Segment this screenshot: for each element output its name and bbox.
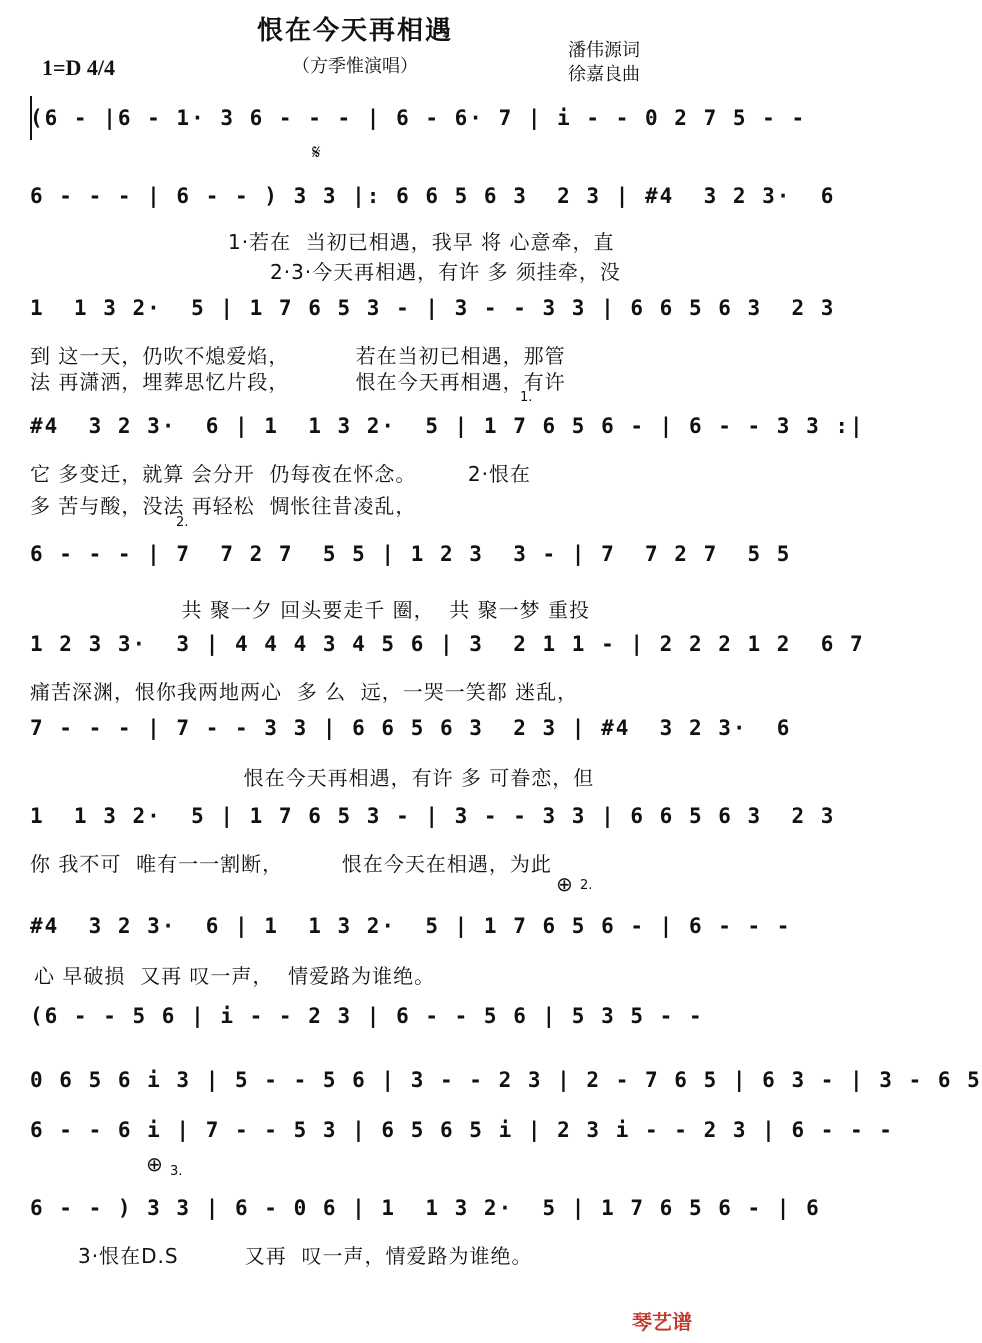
lyric-row-12: 3·恨在D.S 又再 叹一声，情爱路为谁绝。: [78, 1244, 533, 1268]
coda-icon-2: ⊕: [146, 1152, 163, 1176]
lyric-row-8: 心 早破损 又再 叹一声， 情爱路为谁绝。: [34, 964, 436, 988]
notation-row-4: 6 - - - | 7 7 2 7 5 5 | 1 2 3 3 - | 7 7 2 7 5 5: [30, 542, 792, 566]
lyric-row-2-verse-1: 到 这一天，仍吹不熄爱焰， 若在当初已相遇，那管: [30, 344, 566, 368]
lyric-row-1-verse-2: 2·3·今天再相遇，有许 多 须挂牵，没: [270, 260, 621, 284]
notation-row-10: 0 6 5 6 i 3 | 5 - - 5 6 | 3 - - 2 3 | 2 - 7 6 5 | 6 3 - | 3 - 6 5: [30, 1068, 982, 1092]
watermark-logo: 琴艺谱: [632, 1310, 692, 1334]
volta-3-label: 3.: [170, 1164, 183, 1179]
segno-icon: 𝄋: [312, 140, 321, 164]
key-signature: 1=D 4/4: [42, 55, 116, 80]
lyric-row-5: 痛苦深渊，恨你我两地两心 多 么 远，一哭一笑都 迷乱，: [30, 680, 579, 704]
volta-2b-label: 2.: [580, 878, 593, 893]
notation-row-12: 6 - - ) 3 3 | 6 - 0 6 | 1 1 3 2· 5 | 1 7 6 5 6 - | 6: [30, 1196, 821, 1220]
song-title: 恨在今天再相遇: [256, 16, 453, 46]
notation-row-8: #4 3 2 3· 6 | 1 1 3 2· 5 | 1 7 6 5 6 - | 6 - - -: [30, 914, 792, 938]
notation-row-5: 1 2 3 3· 3 | 4 4 4 3 4 5 6 | 3 2 1 1 - | 2 2 2 1 2 6 7: [30, 632, 865, 656]
volta-1-label: 1.: [520, 390, 533, 405]
notation-row-11: 6 - - 6 i | 7 - - 5 3 | 6 5 6 5 i | 2 3 i - - 2 3 | 6 - - -: [30, 1118, 894, 1142]
lyric-row-4: 共 聚一夕 回头要走千 圈， 共 聚一梦 重投: [130, 598, 591, 622]
notation-row-1: 6 - - - | 6 - - ) 3 3 |: 6 6 5 6 3 2 3 | #4 3 2 3· 6: [30, 184, 836, 208]
notation-row-0: (6 - |6 - 1· 3 6 - - - | 6 - 6· 7 | i - - 0 2 7 5 - -: [30, 106, 807, 130]
volta-2-label: 2.: [176, 515, 189, 530]
composer-credit: 徐嘉良曲: [568, 64, 640, 85]
lyricist-credit: 潘伟源词: [568, 40, 640, 61]
lyric-row-1-verse-1: 1·若在 当初已相遇，我早 将 心意牵，直: [228, 230, 615, 254]
lyric-row-3-verse-2: 多 苦与酸，没法 再轻松 惆怅往昔凌乱，: [30, 494, 417, 518]
lyric-row-7: 你 我不可 唯有一一割断， 恨在今天在相遇，为此: [30, 852, 552, 876]
notation-row-2: 1 1 3 2· 5 | 1 7 6 5 3 - | 3 - - 3 3 | 6 6 5 6 3 2 3: [30, 296, 836, 320]
notation-row-6: 7 - - - | 7 - - 3 3 | 6 6 5 6 3 2 3 | #4 3 2 3· 6: [30, 716, 792, 740]
lyric-row-6: 恨在今天再相遇，有许 多 可眷恋，但: [170, 766, 595, 790]
notation-row-7: 1 1 3 2· 5 | 1 7 6 5 3 - | 3 - - 3 3 | 6 6 5 6 3 2 3: [30, 804, 836, 828]
notation-row-9: (6 - - 5 6 | i - - 2 3 | 6 - - 5 6 | 5 3 5 - -: [30, 1004, 704, 1028]
lyric-row-3-verse-1: 它 多变迁，就算 会分开 仍每夜在怀念。 2·恨在: [30, 462, 532, 486]
notation-row-3: #4 3 2 3· 6 | 1 1 3 2· 5 | 1 7 6 5 6 - | 6 - - 3 3 :|: [30, 414, 865, 438]
lyric-row-2-verse-2: 法 再潇洒，埋葬思忆片段， 恨在今天再相遇，有许: [30, 370, 566, 394]
performer-subtitle: （方季惟演唱）: [292, 56, 418, 77]
coda-icon: ⊕: [556, 872, 573, 896]
